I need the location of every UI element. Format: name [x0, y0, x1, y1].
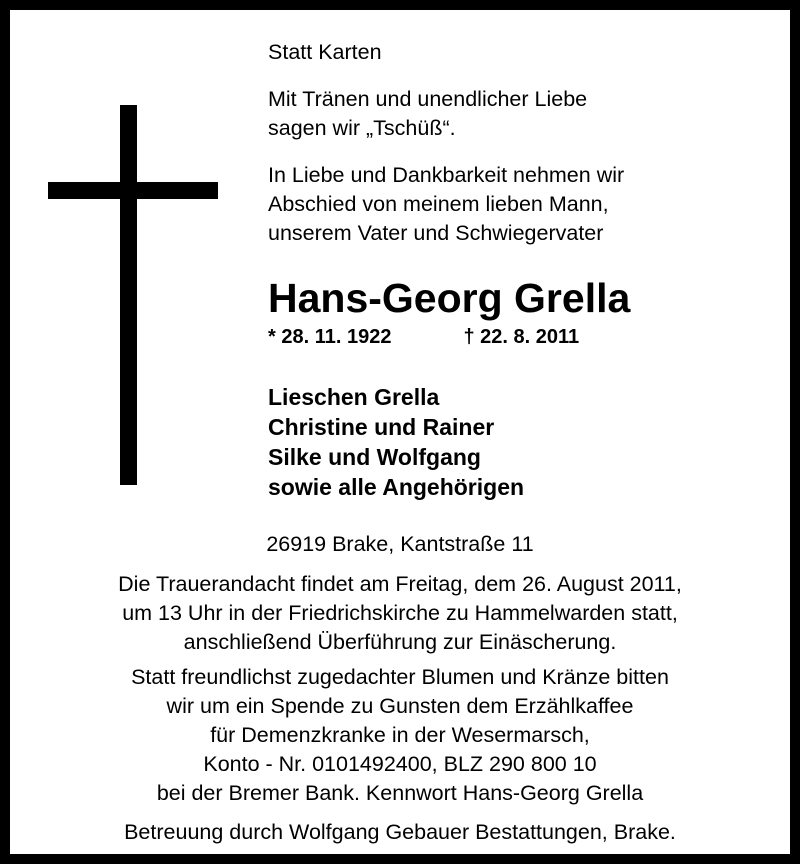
deceased-name-block — [268, 275, 788, 349]
bottom-text-block — [10, 570, 790, 847]
donation-line: Konto - Nr. 0101492400, BLZ 290 800 10 — [203, 752, 597, 776]
farewell-line: unserem Vater und Schwiegervater — [268, 221, 604, 245]
intro-line: Mit Tränen und unendlicher Liebe — [268, 87, 588, 111]
survivors-block — [268, 382, 788, 502]
death-date: † 22. 8. 2011 — [463, 326, 580, 348]
survivor-line: Christine und Rainer — [268, 414, 495, 440]
intro-line: sagen wir „Tschüß“. — [268, 116, 456, 140]
life-dates — [268, 326, 788, 349]
donation-line: für Demenzkranke in der Wesermarsch, — [210, 723, 590, 747]
obituary-card — [10, 10, 790, 854]
service-line: anschließend Überführung zur Einäscherung. — [183, 630, 617, 654]
survivor-line: Silke und Wolfgang — [268, 444, 481, 470]
undertaker-line: Betreuung durch Wolfgang Gebauer Bestattungen, Brake. — [124, 820, 676, 844]
donation-line: bei der Bremer Bank. Kennwort Hans-Georg Grella — [156, 781, 644, 805]
service-line: um 13 Uhr in der Friedrichskirche zu Hammelwarden statt, — [122, 601, 678, 625]
farewell-line: In Liebe und Dankbarkeit nehmen wir — [268, 163, 625, 187]
donation-line: Statt freundlichst zugedachter Blumen und Kränze bitten — [131, 665, 669, 689]
intro-text-block — [268, 38, 788, 248]
birth-date: * 28. 11. 1922 — [268, 326, 392, 348]
spacer — [10, 808, 790, 818]
deceased-name: Hans-Georg Grella — [268, 275, 631, 321]
family-address: 26919 Brake, Kantstraße 11 — [266, 532, 534, 556]
survivor-line: sowie alle Angehörigen — [268, 474, 525, 500]
cross-icon — [40, 105, 220, 495]
cross-vertical-bar — [120, 105, 137, 485]
farewell-line: Abschied von meinem lieben Mann, — [268, 192, 609, 216]
heading-text: Statt Karten — [268, 40, 382, 64]
cross-horizontal-bar — [48, 182, 218, 199]
survivor-line: Lieschen Grella — [268, 384, 440, 410]
intro-paragraph — [268, 85, 788, 143]
donation-line: wir um ein Spende zu Gunsten dem Erzählkaffee — [166, 694, 634, 718]
heading-paragraph — [268, 38, 788, 67]
farewell-paragraph — [268, 161, 788, 248]
service-line: Die Trauerandacht findet am Freitag, dem 26. August 2011, — [118, 572, 682, 596]
